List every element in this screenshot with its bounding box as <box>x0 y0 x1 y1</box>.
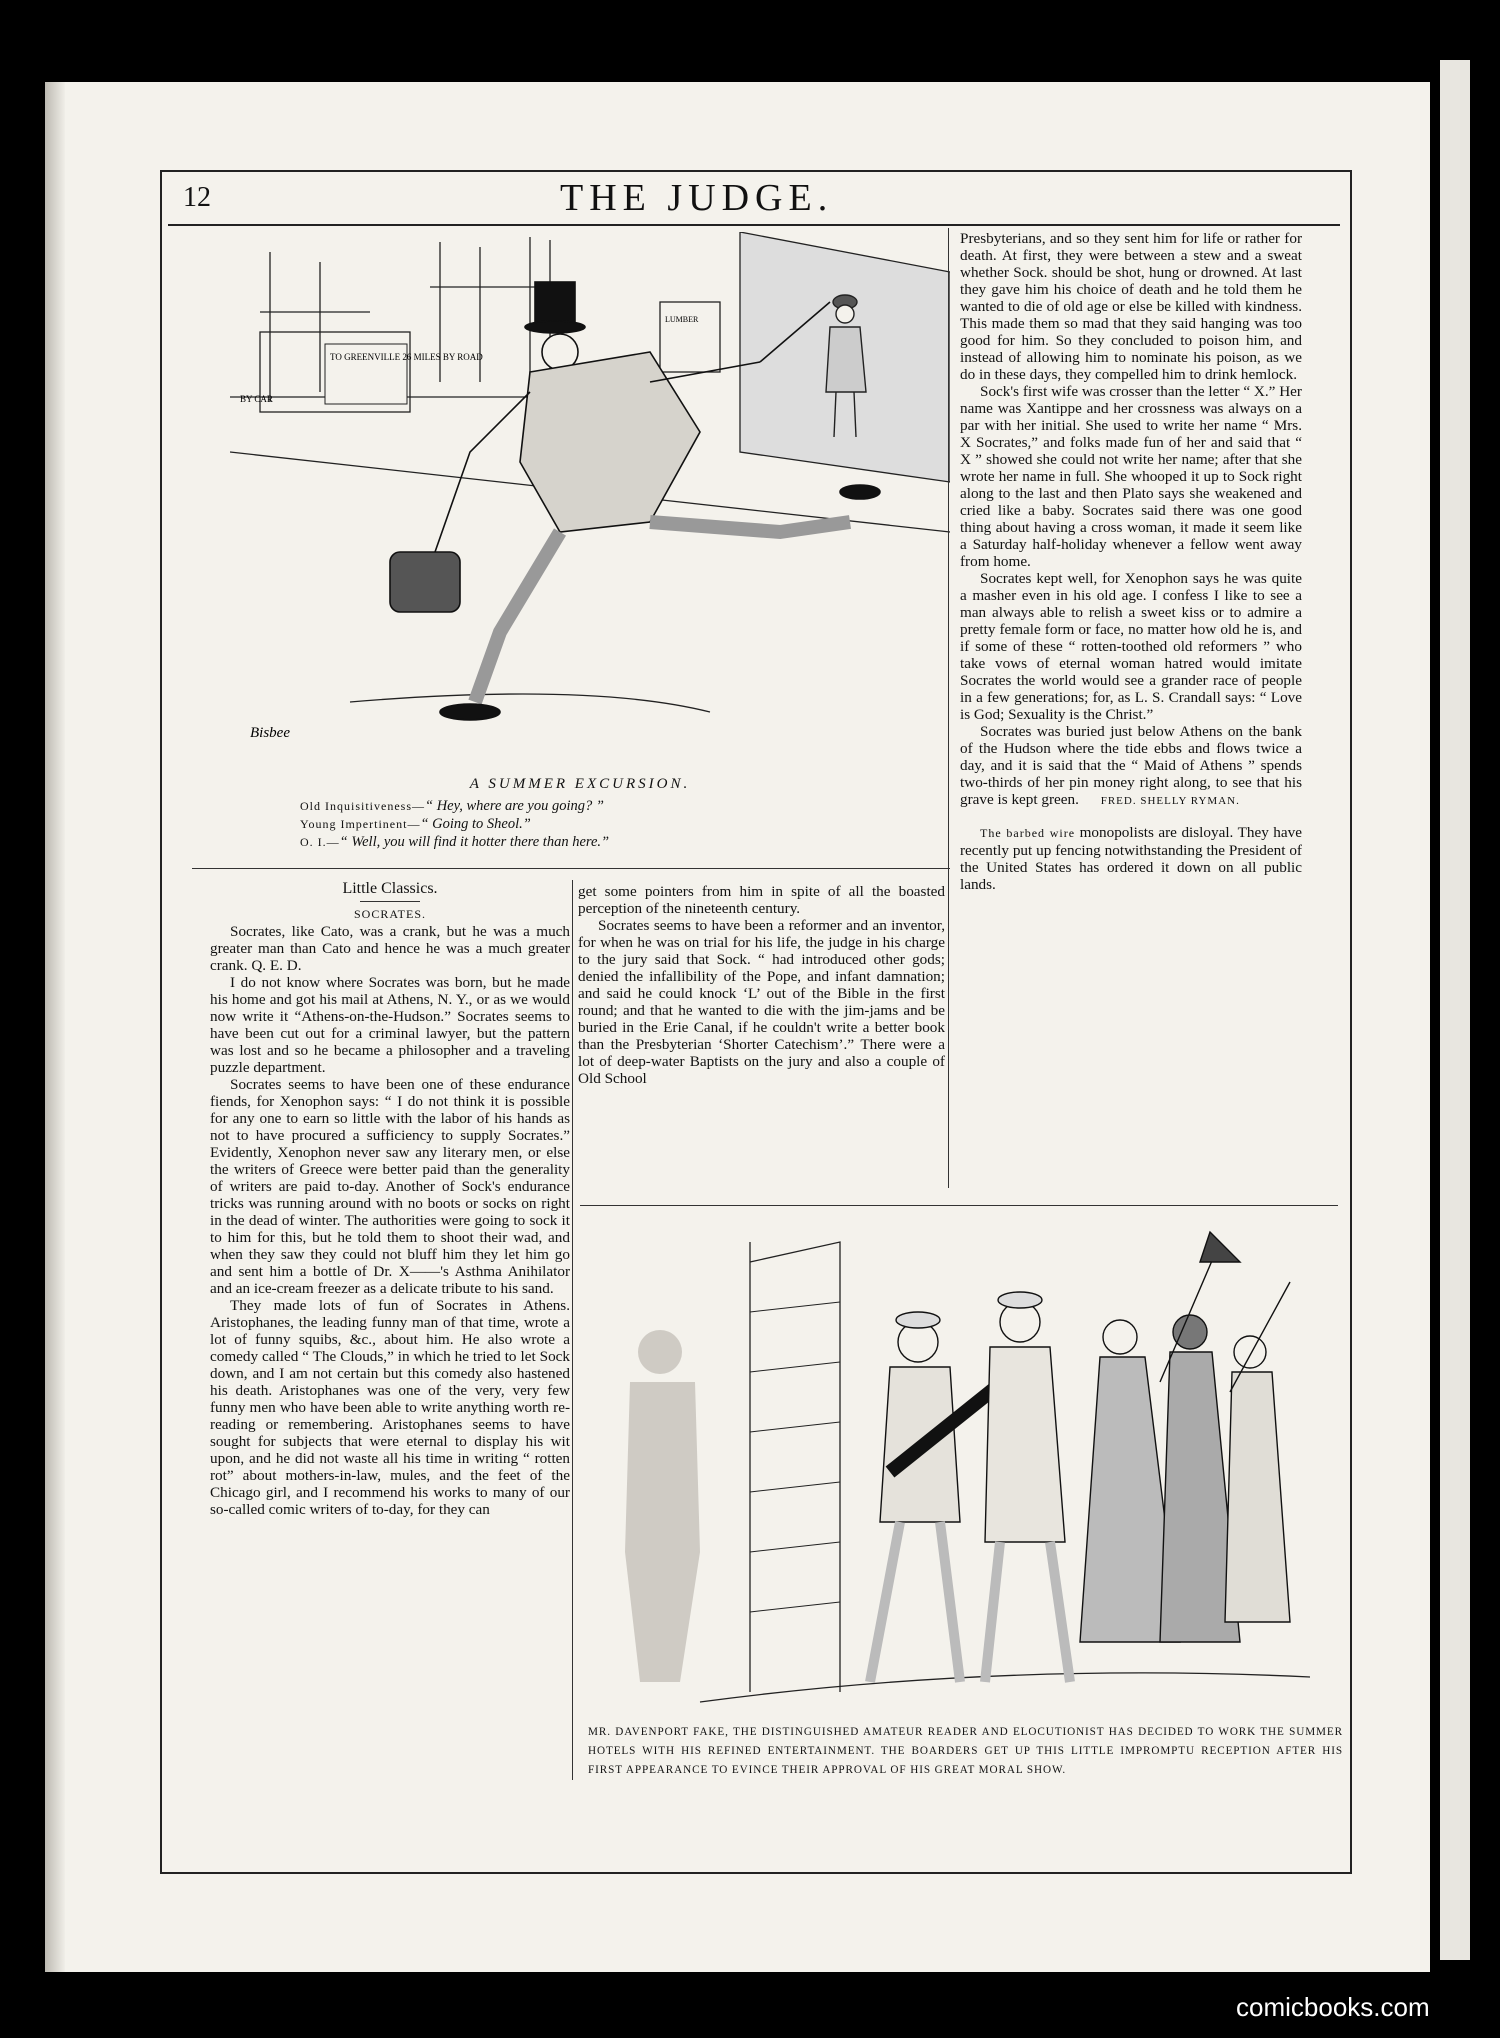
article-column-1 <box>210 880 570 1518</box>
speech: “ Well, you will find it hotter there than here.” <box>339 834 610 850</box>
dialogue-line <box>300 833 860 851</box>
title-rule <box>360 901 420 902</box>
article-column-3 <box>960 230 1302 893</box>
paragraph: get some pointers from him in spite of all the boasted perception of the nineteenth century. <box>578 883 945 917</box>
speaker: O. I.— <box>300 835 340 849</box>
sign-lumber: LUMBER <box>665 315 699 324</box>
column-rule <box>948 228 949 1188</box>
header-rule <box>168 224 1340 226</box>
sign-by-car: BY CAR <box>240 394 273 404</box>
column-rule <box>572 880 573 1780</box>
paragraph: They made lots of fun of Socrates in Athens. Aristophanes, the leading funny man of that time, wrote a lot of funny squibs, &c., about him. He also wrote a comedy called “ The Clouds,” in which he tried to let Sock down, and I am not certain but this comedy also hastened his death. Aristophanes was one of the very, very few funny men who have been able to write anything worth re-reading or remembering. Aristophanes seems to have sought for subjects that were eternal to display his wit upon, and he did not waste all his time in writing “ rotten rot” about mothers-in-law, mules, and the feet of the Chicago girl, and I recommend his works to many of our so-called comic writers of to-day, for they can <box>210 1297 570 1518</box>
page-number: 12 <box>183 182 211 213</box>
page-spine-shadow <box>45 82 65 1972</box>
article-subtitle: SOCRATES. <box>353 907 427 921</box>
paragraph: Socrates seems to have been one of these endurance fiends, for Xenophon says: “ I do not think it is possible for any one to earn so little with the labor of his hands as not to have procured a sufficiency to supply Socrates.” Evidently, Xenophon never saw any literary men, or else the writers of Greece were better paid than the generality of writers are paid to-day. Another of Sock's endurance tricks was running around with no boots or socks on right in the dead of winter. The authorities were going to sock it to him for this, but he told them to shoot their wad, and when they saw they could not bluff him they let him go and sent him a bottle of Dr. X——'s Asthma Anihilator and an ice-cream freezer as a delicate tribute to his sand. <box>210 1076 570 1297</box>
article-title: Little Classics. <box>342 880 438 897</box>
filler-text: monopolists are disloyal. They have recently put up fencing notwithstanding the President of the United States has ordered it down on all public lands. <box>960 824 1302 893</box>
reception-cartoon <box>600 1222 1310 1717</box>
speaker: Old Inquisitiveness— <box>300 799 425 813</box>
closing-paragraph: Socrates was buried just below Athens on the bank of the Hudson where the tide ebbs and flows twice a day, and it is said that the “ Maid of Athens ” spends two-thirds of her pin money right along, to see that his grave is kept green. <box>960 723 1302 808</box>
summer-excursion-cartoon <box>230 232 950 752</box>
paragraph: I do not know where Socrates was born, but he made his home and got his mail at Athens, N. Y., or as we would now write it “Athens-on-the-Hudson.” Socrates seems to have been cut out for a criminal lawyer, but the pattern was lost and so he became a philosopher and a traveling puzzle department. <box>210 974 570 1076</box>
adjacent-page-edge <box>1440 60 1470 1960</box>
sign-greenville: TO GREENVILLE 26 MILES BY ROAD <box>330 352 483 362</box>
paragraph: Sock's first wife was crosser than the letter “ X.” Her name was Xantippe and her crossness was always on a par with her initial. She used to write her name “ Mrs. X Socrates,” and folks made fun of her and said that “ X ” showed she could not write her name; after that she wrote her name in full. She whooped it up to Sock right along to the last and then Plato says she weakened and cried like a baby. Socrates said there was one good thing about having a cross woman, it made it seem like a Saturday half-holiday whenever a fellow went away from home. <box>960 383 1302 570</box>
author-signature: FRED. SHELLY RYMAN. <box>1100 795 1240 807</box>
filler-paragraph <box>960 824 1302 893</box>
boarders-group <box>870 1232 1290 1682</box>
artist-signature: Bisbee <box>250 725 290 741</box>
paragraph: Socrates seems to have been a reformer and an inventor, for when he was on trial for his life, the judge in his charge to the jury said that Sock. “ had introduced other gods; denied the infallibility of the Pope, and infant damnation; and said he could knock ‘L’ out of the Bible in the first round; and that he wanted to die with the jim-jams and be buried in the Erie Canal, if he couldn't write a better book than the Presbyterian ‘Shorter Catechism’.” There were a lot of deep-water Baptists on the jury and also a couple of Old School <box>578 917 945 1087</box>
dialogue-line <box>300 815 860 833</box>
section-rule <box>192 868 950 869</box>
cartoon-title: A SUMMER EXCURSION. <box>469 776 691 792</box>
paragraph: Presbyterians, and so they sent him for life or rather for death. At first, they were between a stew and a sweat whether Sock. should be shot, hung or drowned. At last they gave him his choice of death and he told them he wanted to die of old age or else be killed with kindness. This made them so mad that they said hanging was too good for him. So they concluded to poison him, and instead of allowing him to nominate his poison, as we do in these days, they compelled him to drink hemlock. <box>960 230 1302 383</box>
speech: “ Hey, where are you going? ” <box>425 798 604 814</box>
paragraph: Socrates, like Cato, was a crank, but he was a much greater man than Cato and hence he was a much greater crank. Q. E. D. <box>210 923 570 974</box>
top-cartoon-caption <box>300 775 860 851</box>
watermark: comicbooks.com <box>1236 1992 1430 2022</box>
davenport-fake-shadow <box>625 1330 700 1682</box>
section-rule <box>580 1205 1338 1206</box>
bottom-cartoon-caption: MR. DAVENPORT FAKE, THE DISTINGUISHED AMATEUR READER AND ELOCUTIONIST HAS DECIDED TO WORK THE SUMMER HOTELS WITH HIS REFINED ENTERTAINMENT. THE BOARDERS GET UP THIS LITTLE IMPROMPTU RECEPTION AFTER HIS FIRST APPEARANCE TO EVINCE THEIR APPROVAL OF HIS GREAT MORAL SHOW. <box>588 1726 1343 1776</box>
article-column-2 <box>578 883 945 1087</box>
filler-lead: The barbed wire <box>980 826 1076 840</box>
dialogue-line <box>300 797 860 815</box>
masthead-title: THE JUDGE. <box>560 177 834 219</box>
speech: “ Going to Sheol.” <box>420 816 531 832</box>
speaker: Young Impertinent— <box>300 817 421 831</box>
paragraph: Socrates kept well, for Xenophon says he was quite a masher even in his old age. I confess I like to see a man always able to relish a sweet kiss or to admire a pretty female form or face, no matter how old he is, and if some of these “ rotten-toothed old reformers ” who take vows of eternal woman hatred would imitate Socrates the world would see a grander race of people in a few generations; for, as L. S. Crandall says: “ Love is God; Sexuality is the Christ.” <box>960 570 1302 723</box>
paragraph <box>960 723 1302 810</box>
